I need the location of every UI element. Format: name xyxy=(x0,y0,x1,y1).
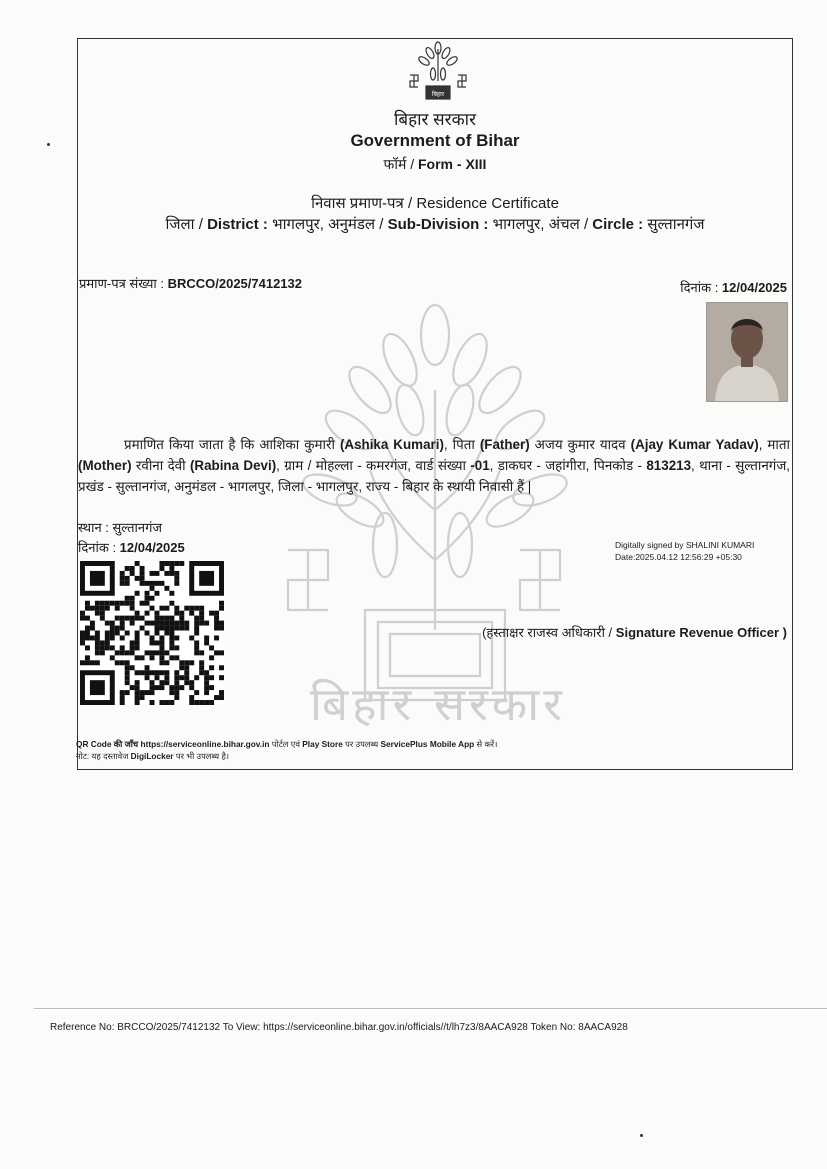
circle-value: सुल्तानगंज xyxy=(647,216,705,233)
certificate-title-english: Residence Certificate xyxy=(416,195,559,212)
certificate-body xyxy=(78,434,790,497)
digital-signature-line2: Date:2025.04.12 12:56:29 +05:30 xyxy=(615,552,742,562)
place-date xyxy=(78,538,185,556)
certificate-number-label: प्रमाण-पत्र संख्या : xyxy=(79,276,168,291)
place-date-label: दिनांक : xyxy=(78,540,120,555)
certificate-body-text: प्रमाणित किया जाता है कि आशिका कुमारी (Ashika Kumari), पिता (Father) अजय कुमार यादव (Ajay Kumar Yadav), माता (Mother) रवीना देवी (Rabina Devi), ग्राम / मोहल्ला - कमरगंज, वार्ड संख्या -01, डाकघर - जहांगीरा, पिनकोड - 813213, थाना - सुल्तानगंज, प्रखंड - सुल्तानगंज, अनुमंडल - भागलपुर, जिला - भागलपुर, राज्य - बिहार के स्थायी निवासी हैं | xyxy=(78,437,790,494)
applicant-photo-figure xyxy=(707,303,787,401)
form-label-english: Form - XIII xyxy=(418,156,487,172)
signature-hindi: (हस्ताक्षर राजस्व अधिकारी / xyxy=(482,625,616,640)
place-date-value: 12/04/2025 xyxy=(119,540,185,555)
qr-verify-note: QR Code की जाँच https://serviceonline.bihar.gov.in पोर्टल एवं Play Store पर उपलब्ध ServicePlus Mobile App से करें। xyxy=(76,739,498,749)
district-line xyxy=(77,214,793,234)
form-number xyxy=(77,155,793,174)
district-hi: जिला / xyxy=(165,216,208,233)
footer-divider xyxy=(34,1008,827,1009)
subdivision-en: Sub-Division : xyxy=(387,216,493,233)
signature-officer xyxy=(482,623,787,641)
form-label-hindi: फॉर्म / xyxy=(383,156,418,172)
district-en: District : xyxy=(207,216,273,233)
watermark-text: बिहार सरकार xyxy=(310,677,566,731)
place-label: स्थान : सुल्तानगंज xyxy=(78,520,163,535)
scan-speck xyxy=(47,143,50,146)
scan-speck xyxy=(640,1134,643,1137)
digital-signature-line1: Digitally signed by SHALINI KUMARI xyxy=(615,540,755,550)
portal-link[interactable]: https://serviceonline.bihar.gov.in xyxy=(140,739,270,749)
govt-english-title: Government of Bihar xyxy=(350,131,520,150)
certificate-date-value: 12/04/2025 xyxy=(721,280,787,295)
subdivision-value: भागलपुर, अंचल / xyxy=(492,216,593,233)
certificate-number-value: BRCCO/2025/7412132 xyxy=(167,276,302,291)
verification-qr-code[interactable] xyxy=(80,561,224,705)
footer-reference: Reference No: BRCCO/2025/7412132 To View: https://serviceonline.bihar.gov.in/officials//t/lh7z3/8AACA928 Token No: 8AACA928 xyxy=(50,1022,628,1033)
district-value: भागलपुर, अनुमंडल / xyxy=(272,216,388,233)
applicant-photo xyxy=(706,302,788,402)
emblem-plate-text: बिहार xyxy=(431,92,445,98)
certificate-title-hindi: निवास प्रमाण-पत्र / xyxy=(311,195,417,212)
certificate-date-label: दिनांक : xyxy=(680,280,722,295)
digilocker-note: नोट: यह दस्तावेज DigiLocker पर भी उपलब्ध है। xyxy=(76,751,229,761)
certificate-number xyxy=(79,274,302,292)
bihar-emblem-logo xyxy=(406,41,470,103)
certificate-date xyxy=(680,278,787,296)
govt-hindi-title: बिहार सरकार xyxy=(393,110,477,129)
circle-en: Circle : xyxy=(592,216,648,233)
signature-english: Signature Revenue Officer ) xyxy=(615,625,787,640)
certificate-title xyxy=(77,193,793,213)
